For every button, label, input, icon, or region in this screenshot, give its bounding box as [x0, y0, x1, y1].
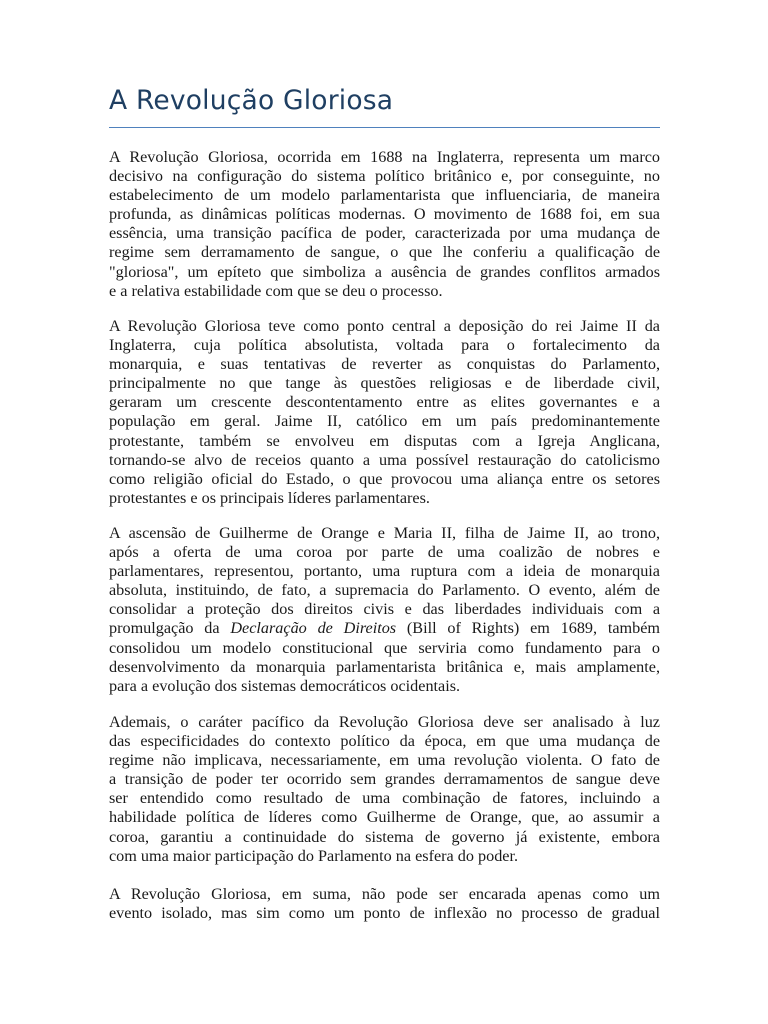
paragraph-line: decisivo na configuração do sistema político britânico e, por conseguinte, no: [109, 167, 660, 186]
paragraph-4: [109, 713, 660, 866]
title-underline: [109, 127, 660, 128]
paragraph-line: [109, 619, 660, 638]
paragraph-line: parlamentares, representou, portanto, uma ruptura com a ideia de monarquia: [109, 562, 660, 581]
paragraph-line: e a relativa estabilidade com que se deu o processo.: [109, 281, 443, 300]
paragraph-line: principalmente no que tange às questões religiosas e de liberdade civil,: [109, 374, 660, 393]
paragraph-line: A Revolução Gloriosa, em suma, não pode ser encarada apenas como um: [109, 885, 660, 903]
paragraph-line: monarquia, e suas tentativas de reverter as conquistas do Parlamento,: [109, 355, 660, 374]
paragraph-line: consolidar a proteção dos direitos civis e das liberdades individuais com a: [109, 600, 660, 619]
paragraph-line: regime não implicava, necessariamente, em uma revolução violenta. O fato de: [109, 751, 660, 770]
paragraph-line: geraram um crescente descontentamento entre as elites governantes e a: [109, 393, 660, 412]
paragraph-line: após a oferta de uma coroa por parte de uma coalizão de nobres e: [109, 543, 660, 562]
paragraph-line: das especificidades do contexto político da época, em que uma mudança de: [109, 732, 660, 751]
paragraph-line: absoluta, instituindo, de fato, a supremacia do Parlamento. O evento, além de: [109, 581, 660, 600]
line-text: promulgação da: [109, 619, 231, 638]
paragraph-line: A Revolução Gloriosa teve como ponto central a deposição do rei Jaime II da: [109, 317, 660, 335]
paragraph-line: Inglaterra, cuja política absolutista, voltada para o fortalecimento da: [109, 336, 660, 355]
paragraph-line: a transição de poder ter ocorrido sem grandes derramamentos de sangue deve: [109, 770, 660, 789]
line-text: (Bill of Rights) em 1689, também: [396, 619, 660, 638]
paragraph-5: [109, 885, 660, 923]
paragraph-2: [109, 317, 660, 508]
paragraph-line: coroa, garantiu a continuidade do sistema de governo já existente, embora: [109, 827, 660, 846]
paragraph-1: [109, 148, 660, 301]
paragraph-line: consolidou um modelo constitucional que serviria como fundamento para o: [109, 638, 660, 657]
paragraph-line: "gloriosa", um epíteto que simboliza a ausência de grandes conflitos armados: [109, 262, 660, 281]
paragraph-line: habilidade política de líderes como Guilherme de Orange, que, ao assumir a: [109, 808, 660, 827]
paragraph-line: evento isolado, mas sim como um ponto de inflexão no processo de gradual: [109, 904, 660, 923]
paragraph-line: estabelecimento de um modelo parlamentarista que influenciaria, de maneira: [109, 186, 660, 205]
paragraph-line: desenvolvimento da monarquia parlamentarista britânica e, mais amplamente,: [109, 657, 660, 676]
page-title: A Revolução Gloriosa: [109, 85, 394, 116]
paragraph-line: profunda, as dinâmicas políticas modernas. O movimento de 1688 foi, em sua: [109, 205, 660, 224]
paragraph-line: como religião oficial do Estado, o que provocou uma aliança entre os setores: [109, 469, 660, 488]
paragraph-line: A ascensão de Guilherme de Orange e Maria II, filha de Jaime II, ao trono,: [109, 524, 660, 542]
paragraph-line: essência, uma transição pacífica de poder, caracterizada por uma mudança de: [109, 224, 660, 243]
paragraph-line: com uma maior participação do Parlamento na esfera do poder.: [109, 846, 519, 865]
paragraph-3: [109, 524, 660, 696]
paragraph-line: Ademais, o caráter pacífico da Revolução Gloriosa deve ser analisado à luz: [109, 713, 660, 731]
paragraph-line: para a evolução dos sistemas democráticos ocidentais.: [109, 676, 461, 695]
italic-title: Declaração de Direitos: [230, 619, 397, 638]
paragraph-line: população em geral. Jaime II, católico em um país predominantemente: [109, 412, 660, 431]
paragraph-line: tornando-se alvo de receios quanto a uma possível restauração do catolicismo: [109, 450, 660, 469]
paragraph-line: ser entendido como resultado de uma combinação de fatores, incluindo a: [109, 789, 660, 808]
paragraph-line: protestante, também se envolveu em disputas com a Igreja Anglicana,: [109, 431, 660, 450]
paragraph-line: A Revolução Gloriosa, ocorrida em 1688 na Inglaterra, representa um marco: [109, 148, 660, 166]
paragraph-line: regime sem derramamento de sangue, o que lhe conferiu a qualificação de: [109, 243, 660, 262]
paragraph-line: protestantes e os principais líderes parlamentares.: [109, 488, 430, 507]
